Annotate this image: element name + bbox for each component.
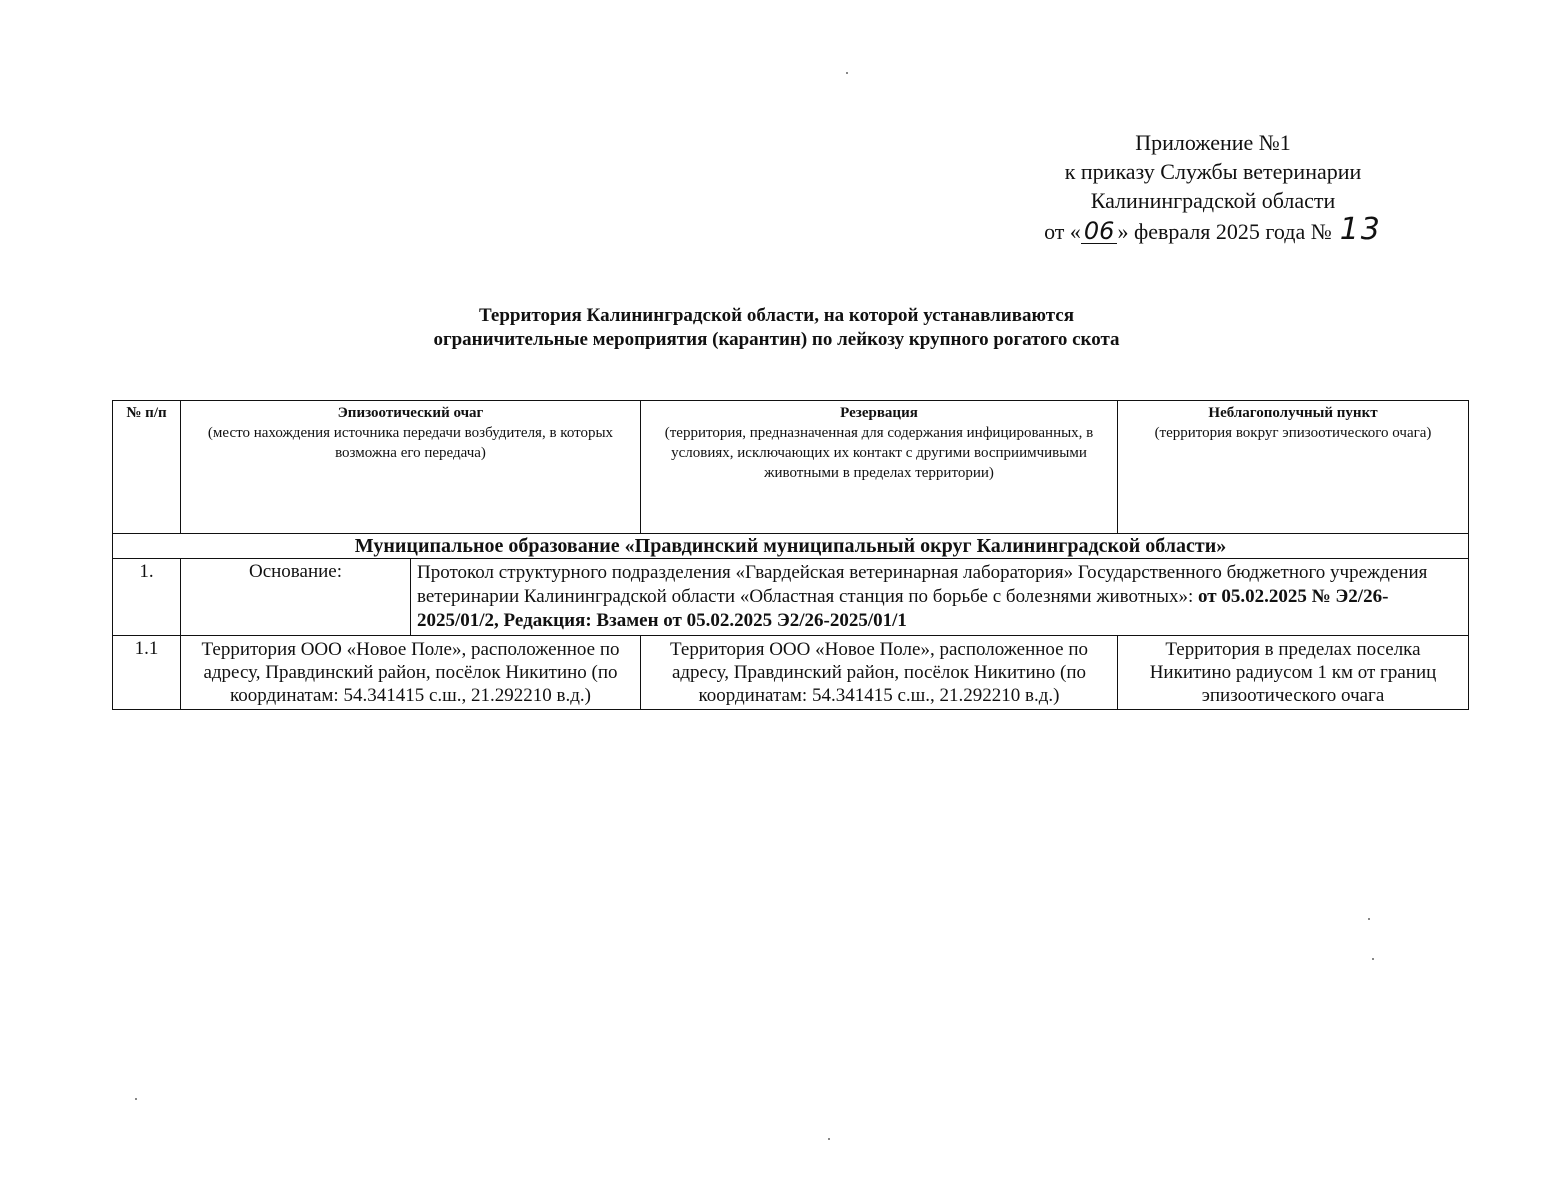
scan-speck bbox=[828, 1138, 830, 1140]
annex-date-middle: » февраля 2025 года № bbox=[1117, 219, 1332, 244]
header-reservation-title: Резервация bbox=[840, 405, 918, 421]
header-unsafe-desc: (территория вокруг эпизоотического очага) bbox=[1154, 425, 1432, 441]
document-title bbox=[0, 304, 1553, 352]
annex-region: Калининградской области bbox=[1090, 188, 1336, 213]
scan-speck bbox=[1372, 958, 1374, 960]
row-num: 1.1 bbox=[113, 636, 181, 710]
header-unsafe-title: Неблагополучный пункт bbox=[1208, 405, 1378, 421]
header-reservation-desc: (территория, предназначенная для содержания инфицированных, в условиях, исключающих их контакт с другими восприимчивыми животными в пределах территории) bbox=[664, 425, 1094, 481]
document-title-line2: ограничительные мероприятия (карантин) по лейкозу крупного рогатого скота bbox=[433, 329, 1120, 350]
basis-num: 1. bbox=[113, 559, 181, 636]
annex-order-number: 13 bbox=[1339, 212, 1382, 247]
section-title: Муниципальное образование «Правдинский муниципальный округ Калининградской области» bbox=[113, 534, 1469, 559]
annex-date-day: 06 bbox=[1081, 219, 1118, 244]
basis-text-cell bbox=[411, 559, 1469, 636]
annex-date-prefix: от « bbox=[1044, 219, 1081, 244]
table-row bbox=[113, 636, 1469, 710]
header-focus bbox=[181, 401, 641, 534]
basis-bold-text: от 05.02.2025 № Э2/26-2025/01/2, Редакция: Взамен от 05.02.2025 Э2/26-2025/01/1 bbox=[417, 586, 1389, 631]
header-focus-desc: (место нахождения источника передачи возбудителя, в которых возможна его передача) bbox=[207, 425, 614, 461]
section-row bbox=[113, 534, 1469, 559]
annex-date-line bbox=[983, 212, 1443, 247]
annex-title: Приложение №1 bbox=[1135, 130, 1291, 155]
basis-label: Основание: bbox=[181, 559, 411, 636]
scan-speck bbox=[1368, 918, 1370, 920]
row-focus: Территория ООО «Новое Поле», расположенное по адресу, Правдинский район, посёлок Никитино (по координатам: 54.341415 с.ш., 21.292210 в.д.) bbox=[181, 636, 641, 710]
header-num: № п/п bbox=[113, 401, 181, 534]
document-title-line1: Территория Калининградской области, на которой устанавливаются bbox=[478, 305, 1075, 326]
row-unsafe: Территория в пределах поселка Никитино радиусом 1 км от границ эпизоотического очага bbox=[1118, 636, 1469, 710]
annex-order-ref: к приказу Службы ветеринарии bbox=[1064, 159, 1362, 184]
basis-text: Протокол структурного подразделения «Гвардейская ветеринарная лаборатория» Государственного бюджетного учреждения ветеринарии Калининградской области «Областная станция по борьбе с болезнями животных»: bbox=[417, 562, 1428, 607]
header-unsafe bbox=[1118, 401, 1469, 534]
basis-row bbox=[113, 559, 1469, 636]
table-header-row bbox=[113, 401, 1469, 534]
annex-header bbox=[983, 128, 1443, 246]
scan-speck bbox=[846, 72, 848, 74]
scan-speck bbox=[135, 1098, 137, 1100]
header-focus-title: Эпизоотический очаг bbox=[337, 405, 484, 421]
header-reservation bbox=[641, 401, 1118, 534]
row-reservation: Территория ООО «Новое Поле», расположенное по адресу, Правдинский район, посёлок Никитино (по координатам: 54.341415 с.ш., 21.292210 в.д.) bbox=[641, 636, 1118, 710]
quarantine-table bbox=[112, 400, 1469, 710]
